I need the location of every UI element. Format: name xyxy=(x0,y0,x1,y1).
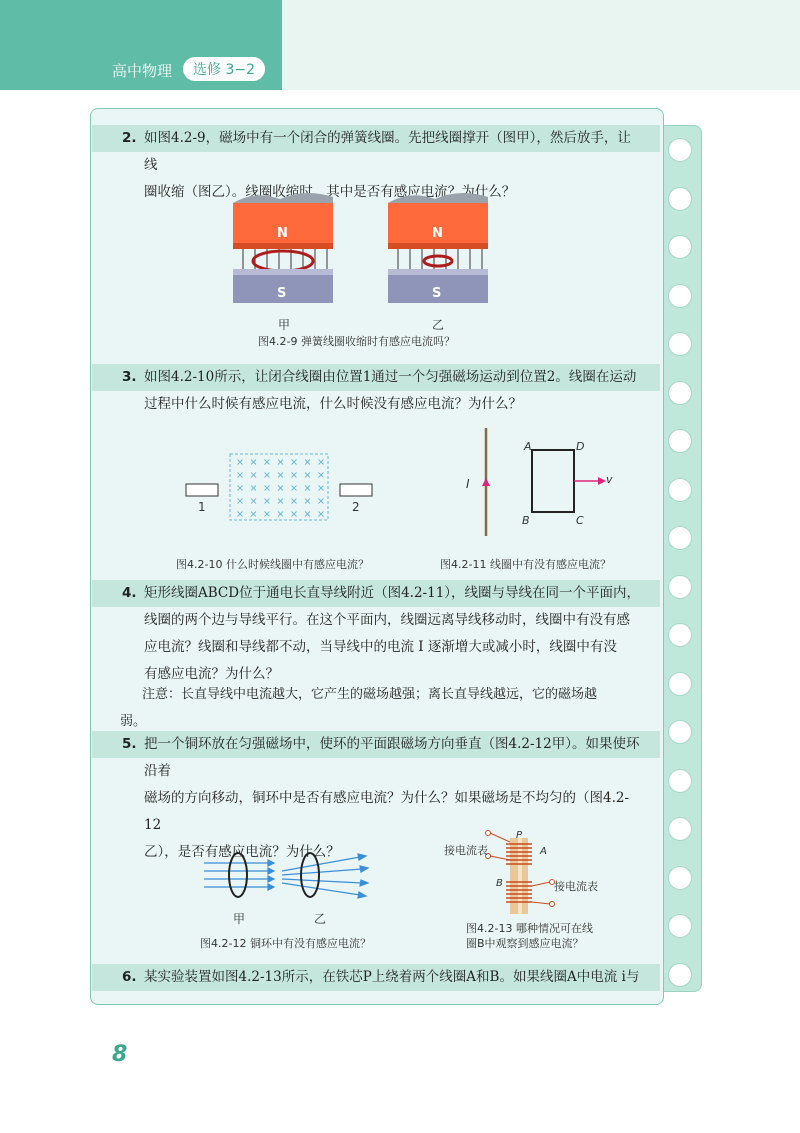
label-yi: 乙 xyxy=(432,318,445,332)
binder-ring xyxy=(668,769,692,793)
text-line: 某实验装置如图4.2-13所示，在铁芯P上绕着两个线圈A和B。如果线圈A中电流 i与 xyxy=(144,969,640,985)
page-number: 8 xyxy=(112,1042,128,1067)
position-1: 1 xyxy=(198,500,206,514)
binder-ring xyxy=(668,963,692,987)
text-line: 乙），是否有感应电流？为什么？ xyxy=(144,844,340,860)
pole-s-a: S xyxy=(277,286,287,301)
corner-b: B xyxy=(522,514,530,527)
label-yi: 乙 xyxy=(314,912,327,926)
figure-4-2-11 xyxy=(460,428,620,538)
binder-ring xyxy=(668,429,692,453)
binder-ring xyxy=(668,381,692,405)
corner-d: D xyxy=(576,440,585,453)
figure-4-2-12 xyxy=(200,845,380,905)
text-line: 应电流？线圈和导线都不动，当导线中的电流 I 逐渐增大或减小时，线圈中有没 xyxy=(144,639,617,655)
coil-a-label: A xyxy=(540,846,547,857)
text-line: 过程中什么时候有感应电流，什么时候没有感应电流？为什么？ xyxy=(144,396,522,412)
caption-4-2-12: 图4.2-12 铜环中有没有感应电流？ xyxy=(200,937,371,950)
pole-n-a: N xyxy=(277,226,288,241)
caption-4-2-13-line1: 图4.2-13 哪种情况可在线 xyxy=(466,922,593,935)
question-text xyxy=(144,580,644,688)
binder-ring xyxy=(668,672,692,696)
caption-4-2-11: 图4.2-11 线圈中有没有感应电流？ xyxy=(440,558,611,571)
binder-ring xyxy=(668,817,692,841)
corner-c: C xyxy=(576,514,584,527)
binder-ring xyxy=(668,720,692,744)
core-p-label: P xyxy=(516,830,523,841)
pole-n-b: N xyxy=(432,226,443,241)
binder-ring xyxy=(668,187,692,211)
text-line: 如图4.2-10所示，让闭合线圈由位置1通过一个匀强磁场运动到位置2。线圈在运动 xyxy=(144,369,637,385)
binder-ring xyxy=(668,332,692,356)
position-2: 2 xyxy=(352,500,360,514)
figure-4-2-9 xyxy=(225,185,500,315)
coil-b-label: B xyxy=(496,878,503,889)
velocity-label: v xyxy=(606,473,613,486)
text-line: 有感应电流？为什么？ xyxy=(144,666,279,682)
caption-4-2-10: 图4.2-10 什么时候线圈中有感应电流？ xyxy=(176,558,369,571)
question-6 xyxy=(92,964,660,991)
note xyxy=(120,681,652,735)
text-line: 如图4.2-9，磁场中有一个闭合的弹簧线圈。先把线圈撑开（图甲），然后放手，让线 xyxy=(144,130,631,173)
caption-4-2-9: 图4.2-9 弹簧线圈收缩时有感应电流吗？ xyxy=(258,335,455,348)
binder-ring xyxy=(668,526,692,550)
text-line: 磁场的方向移动，铜环中是否有感应电流？为什么？如果磁场是不均匀的（图4.2-12 xyxy=(144,790,630,833)
text-line: 线圈的两个边与导线平行。在这个平面内，线圈远离导线移动时，线圈中有没有感 xyxy=(144,612,630,628)
text-line: 把一个铜环放在匀强磁场中，使环的平面跟磁场方向垂直（图4.2-12甲）。如果使环沿着 xyxy=(144,736,640,779)
meter-label-1: 接电流表 xyxy=(444,844,488,857)
binder-ring xyxy=(668,138,692,162)
figure-4-2-10 xyxy=(180,448,380,528)
book-title: 高中物理 xyxy=(112,62,173,80)
question-2 xyxy=(92,125,660,200)
note-line: 注意：长直导线中电流越大，它产生的磁场越强；离长直导线越远，它的磁场越 xyxy=(142,687,598,702)
volume-badge: 选修 3−2 xyxy=(183,57,265,81)
binder-ring xyxy=(668,623,692,647)
question-number: 6. xyxy=(122,969,137,985)
binder-ring xyxy=(668,235,692,259)
text-line: 矩形线圈ABCD位于通电长直导线附近（图4.2-11），线圈与导线在同一个平面内， xyxy=(144,585,641,601)
figure-4-2-13 xyxy=(480,830,560,920)
question-number: 2. xyxy=(122,130,137,146)
binder-ring xyxy=(668,575,692,599)
question-number: 3. xyxy=(122,369,137,385)
corner-a: A xyxy=(524,440,532,453)
label-jia: 甲 xyxy=(278,318,291,332)
pole-s-b: S xyxy=(432,286,442,301)
question-text xyxy=(144,364,644,418)
meter-label-2: 接电流表 xyxy=(554,880,598,893)
binder-ring xyxy=(668,478,692,502)
binder-ring xyxy=(668,914,692,938)
current-label: I xyxy=(466,477,470,491)
binder-ring xyxy=(668,284,692,308)
question-text xyxy=(144,964,644,991)
caption-4-2-13-line2: 圈B中观察到感应电流？ xyxy=(466,937,584,950)
binder-ring xyxy=(668,866,692,890)
label-jia: 甲 xyxy=(233,912,246,926)
question-4 xyxy=(92,580,660,688)
note-line: 弱。 xyxy=(120,714,147,729)
question-number: 5. xyxy=(122,736,137,752)
question-number: 4. xyxy=(122,585,137,601)
question-3 xyxy=(92,364,660,418)
text-line: 圈收缩（图乙）。线圈收缩时，其中是否有感应电流？为什么？ xyxy=(144,184,516,200)
